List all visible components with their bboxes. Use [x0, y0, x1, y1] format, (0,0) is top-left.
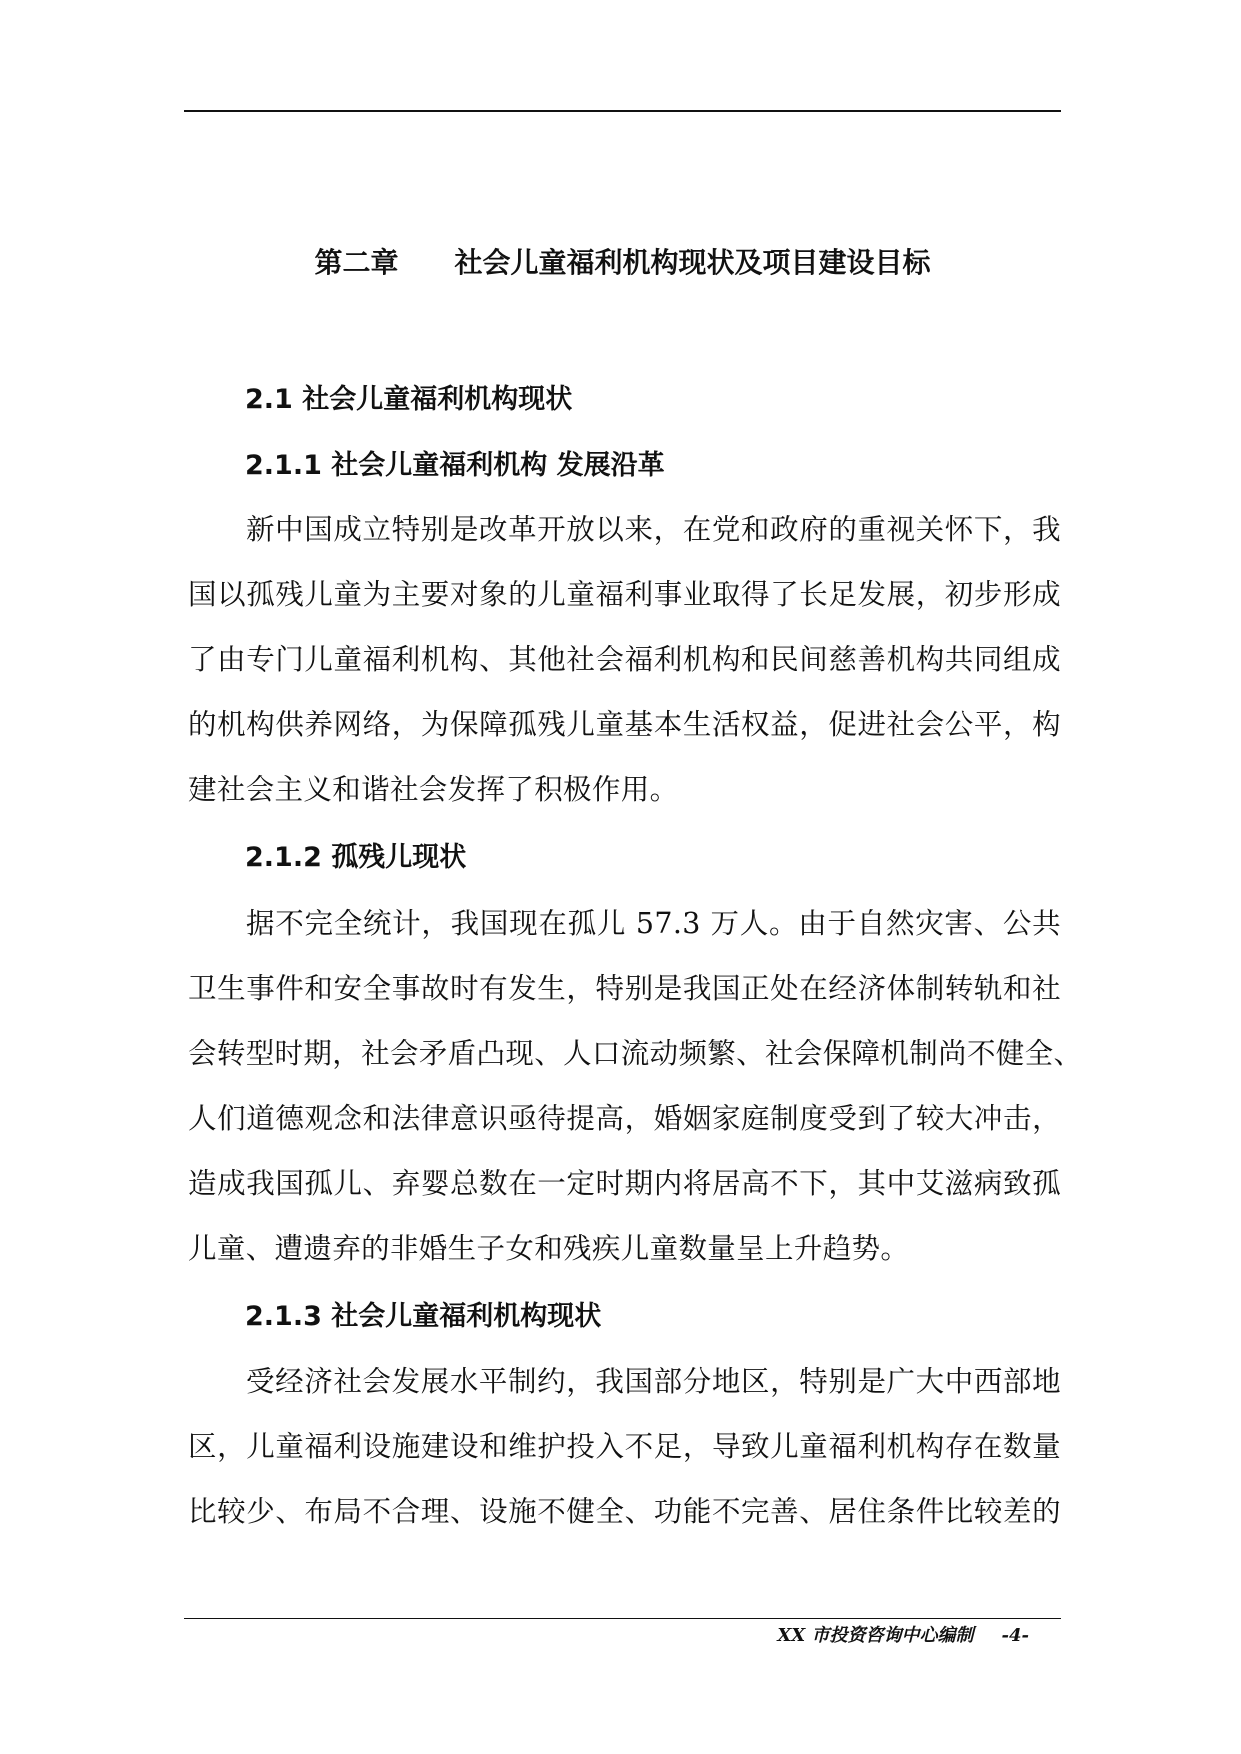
chapter-title: 第二章 社会儿童福利机构现状及项目建设目标	[314, 246, 931, 279]
paragraph-3-line-2: 区，儿童福利设施建设和维护投入不足，导致儿童福利机构存在数量	[188, 1430, 1061, 1463]
footer-publisher: XX 市投资咨询中心编制	[777, 1625, 974, 1646]
paragraph-1-line-3: 了由专门儿童福利机构、其他社会福利机构和民间慈善机构共同组成	[188, 643, 1061, 676]
paragraph-1-line-1: 新中国成立特别是改革开放以来，在党和政府的重视关怀下，我	[246, 513, 1061, 546]
section-heading-2-1-1: 2.1.1 社会儿童福利机构 发展沿革	[245, 450, 665, 481]
section-heading-2-1-3: 2.1.3 社会儿童福利机构现状	[245, 1301, 602, 1332]
header-rule	[184, 110, 1061, 112]
paragraph-2-line-3: 会转型时期，社会矛盾凸现、人口流动频繁、社会保障机制尚不健全、	[188, 1037, 1083, 1070]
page-number: -4-	[1001, 1625, 1029, 1646]
footer-rule	[184, 1618, 1061, 1619]
paragraph-2-line-6: 儿童、遭遗弃的非婚生子女和残疾儿童数量呈上升趋势。	[188, 1232, 910, 1265]
section-heading-2-1: 2.1 社会儿童福利机构现状	[245, 384, 573, 415]
paragraph-3-line-3: 比较少、布局不合理、设施不健全、功能不完善、居住条件比较差的	[188, 1495, 1061, 1528]
page-footer	[184, 1622, 1029, 1650]
paragraph-2-line-5: 造成我国孤儿、弃婴总数在一定时期内将居高不下，其中艾滋病致孤	[188, 1167, 1061, 1200]
paragraph-1-line-4: 的机构供养网络，为保障孤残儿童基本生活权益，促进社会公平，构	[188, 708, 1061, 741]
paragraph-2-line-4: 人们道德观念和法律意识亟待提高，婚姻家庭制度受到了较大冲击，	[188, 1102, 1061, 1135]
section-heading-2-1-2: 2.1.2 孤残儿现状	[245, 842, 467, 873]
paragraph-2-line-2: 卫生事件和安全事故时有发生，特别是我国正处在经济体制转轨和社	[188, 972, 1061, 1005]
paragraph-1-line-2: 国以孤残儿童为主要对象的儿童福利事业取得了长足发展，初步形成	[188, 578, 1061, 611]
paragraph-3-line-1: 受经济社会发展水平制约，我国部分地区，特别是广大中西部地	[246, 1365, 1061, 1398]
paragraph-1-line-5: 建社会主义和谐社会发挥了积极作用。	[188, 773, 679, 806]
paragraph-2-line-1: 据不完全统计，我国现在孤儿 57.3 万人。由于自然灾害、公共	[246, 907, 1061, 940]
